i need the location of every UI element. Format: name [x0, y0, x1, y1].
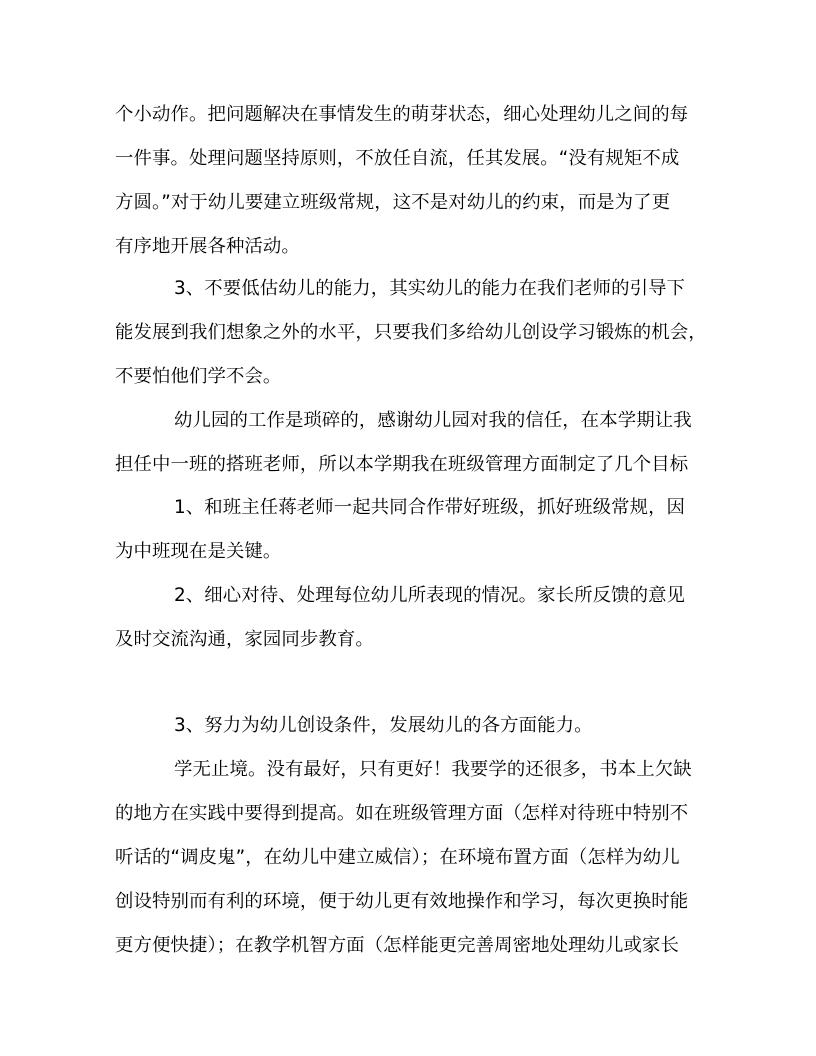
text-line: 创设特别而有利的环境，便于幼儿更有效地操作和学习，每次更换时能	[115, 891, 689, 912]
text-line: 方圆。”对于幼儿要建立班级常规，这不是对幼儿的约束，而是为了更	[115, 192, 671, 213]
text-line: 更方便快捷）；在教学机智方面（怎样能更完善周密地处理幼儿或家长	[115, 935, 680, 956]
text-line: 2、细心对待、处理每位幼儿所表现的情况。家长所反馈的意见	[174, 585, 686, 606]
text-line: 一件事。处理问题坚持原则，不放任自流，任其发展。“没有规矩不成	[115, 148, 680, 169]
text-line: 及时交流沟通，家园同步教育。	[115, 629, 374, 650]
text-line: 幼儿园的工作是琐碎的，感谢幼儿园对我的信任，在本学期让我	[174, 410, 692, 431]
text-line: 有序地开展各种活动。	[115, 236, 300, 257]
text-line: 能发展到我们想象之外的水平，只要我们多给幼儿创设学习锻炼的机会，	[115, 322, 707, 343]
text-line: 1、和班主任蒋老师一起共同合作带好班级，抓好班级常规，因	[174, 497, 686, 518]
text-line: 为中班现在是关键。	[115, 541, 282, 562]
text-line: 听话的“调皮鬼”，在幼儿中建立威信）；在环境布置方面（怎样为幼儿	[115, 847, 680, 868]
text-line: 3、不要低估幼儿的能力，其实幼儿的能力在我们老师的引导下	[174, 278, 686, 299]
text-line: 不要怕他们学不会。	[115, 366, 282, 387]
text-line: 个小动作。把问题解决在事情发生的萌芽状态，细心处理幼儿之间的每	[115, 104, 689, 125]
text-line: 担任中一班的搭班老师，所以本学期我在班级管理方面制定了几个目标	[115, 454, 689, 475]
text-line: 的地方在实践中要得到提高。如在班级管理方面（怎样对待班中特别不	[115, 803, 689, 824]
text-line: 学无止境。没有最好，只有更好！我要学的还很多，书本上欠缺	[174, 759, 692, 780]
text-line: 3、努力为幼儿创设条件，发展幼儿的各方面能力。	[174, 715, 593, 736]
